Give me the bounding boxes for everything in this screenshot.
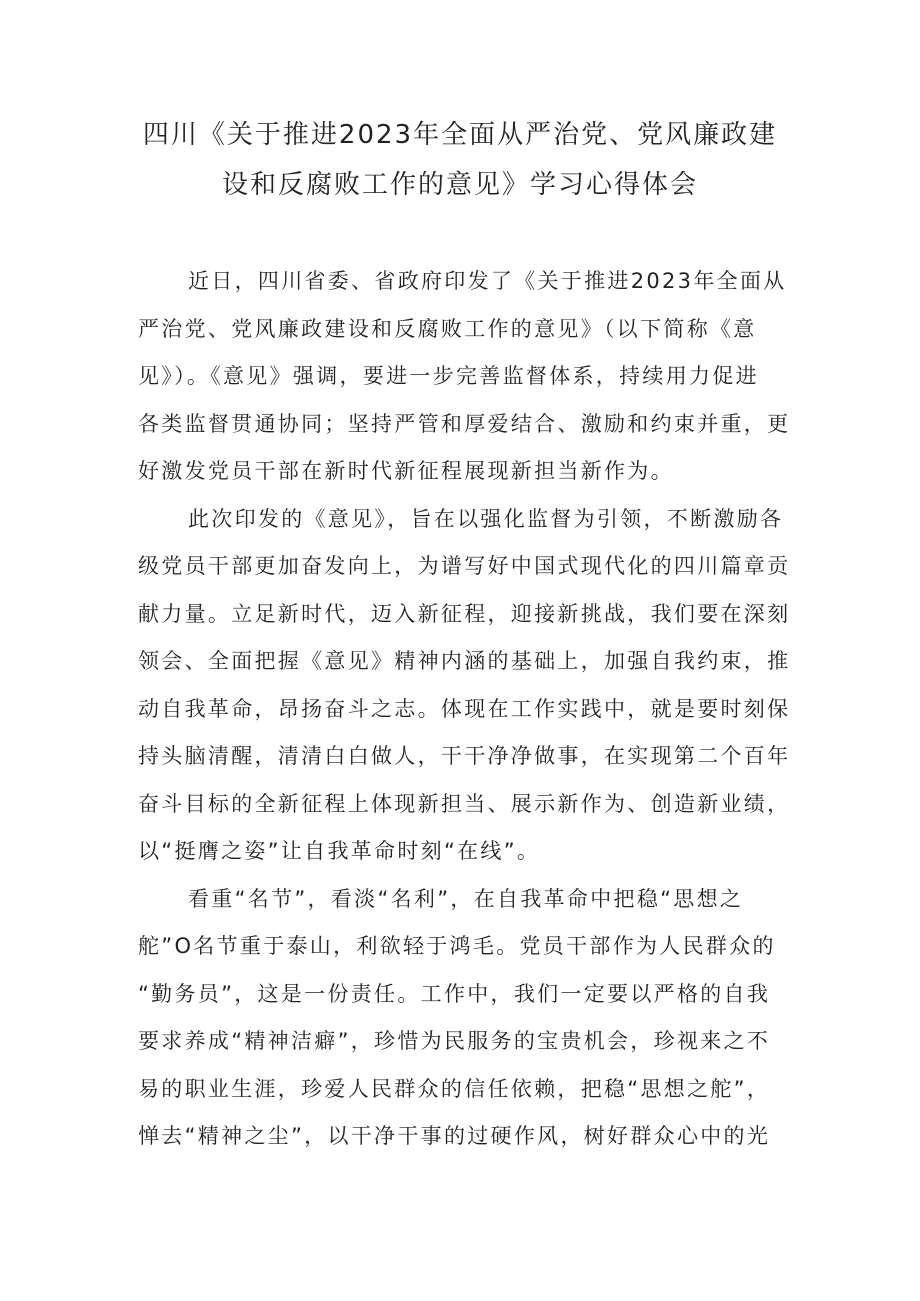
text-line: 各类监督贯通协同；坚持严管和厚爱结合、激励和约束并重，更 bbox=[138, 411, 791, 436]
text-line: 以“挺膺之姿”让自我革命时刻“在线”。 bbox=[138, 839, 541, 863]
text-line: 看重“名节”，看淡“名利”，在自我革命中把稳“思想之 bbox=[188, 886, 744, 911]
text-line: 奋斗目标的全新征程上体现新担当、展示新作为、创造新业绩， bbox=[138, 791, 791, 816]
text-line: 好激发党员干部在新时代新征程展现新担当新作为。 bbox=[138, 459, 674, 483]
text-line: 持头脑清醒，清清白白做人，干干净净做事，在实现第二个百年 bbox=[138, 744, 791, 768]
text-line: 动自我革命，昂扬奋斗之志。体现在工作实践中，就是要时刻保 bbox=[138, 696, 791, 721]
text-line: 要求养成“精神洁癖”，珍惜为民服务的宝贵机会，珍视来之不 bbox=[138, 1029, 771, 1053]
text-line: 见》）。《意见》强调，要进一步完善监督体系，持续用力促进 bbox=[138, 364, 759, 388]
title-line: 四川《关于推进2023年全面从严治党、党风廉政建 bbox=[142, 120, 778, 150]
paragraph bbox=[138, 258, 798, 496]
text-line: 近日，四川省委、省政府印发了《关于推进2023年全面从 bbox=[188, 269, 787, 293]
document-body bbox=[138, 258, 798, 1161]
text-line: 献力量。立足新时代，迈入新征程，迎接新挑战，我们要在深刻 bbox=[138, 601, 791, 626]
paragraph bbox=[138, 876, 798, 1161]
text-line: “勤务员”，这是一份责任。工作中，我们一定要以严格的自我 bbox=[138, 981, 771, 1006]
text-line: 领会、全面把握《意见》精神内涵的基础上，加强自我约束，推 bbox=[138, 649, 791, 673]
text-line: 此次印发的《意见》，旨在以强化监督为引领，不断激励各 bbox=[188, 506, 784, 531]
title-line: 设和反腐败工作的意见》学习心得体会 bbox=[221, 170, 698, 200]
text-line: 惮去“精神之尘”，以干净干事的过硬作风，树好群众心中的光 bbox=[138, 1124, 771, 1148]
text-line: 舵”O名节重于泰山，利欲轻于鸿毛。党员干部作为人民群众的 bbox=[138, 934, 776, 958]
paragraph bbox=[138, 496, 798, 876]
text-line: 严治党、党风廉政建设和反腐败工作的意见》（以下简称《意 bbox=[138, 316, 757, 341]
document-title bbox=[120, 110, 800, 210]
text-line: 级党员干部更加奋发向上，为谱写好中国式现代化的四川篇章贡 bbox=[138, 554, 791, 578]
text-line: 易的职业生涯，珍爱人民群众的信任依赖，把稳“思想之舵”， bbox=[138, 1076, 771, 1101]
